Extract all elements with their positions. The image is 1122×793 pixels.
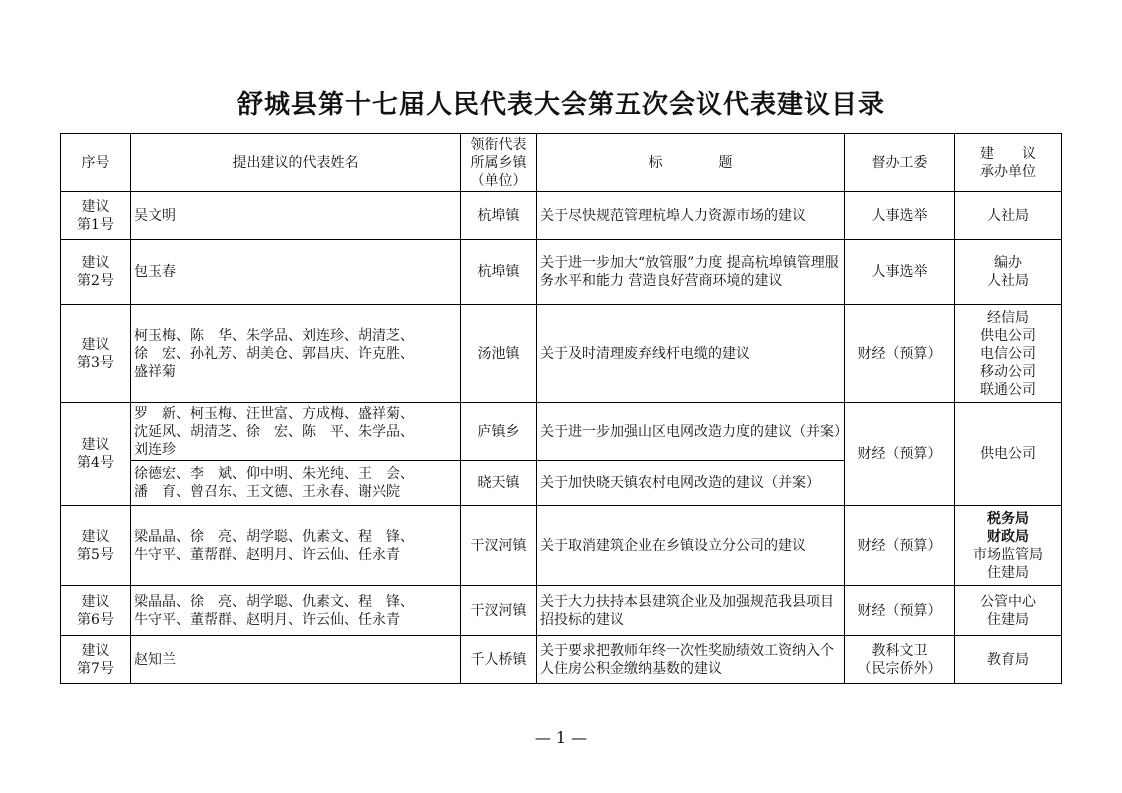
handler-unit: 税务局 — [987, 510, 1029, 527]
names-line: 徐 宏、孙礼芳、胡美仓、郭昌庆、许克胜、 — [134, 345, 414, 362]
row-subject: 关于取消建筑企业在乡镇设立分公司的建议 — [537, 506, 845, 586]
handler-unit: 经信局 — [987, 309, 1029, 326]
proposal-table — [60, 133, 1062, 684]
handler-unit: 供电公司 — [980, 327, 1036, 344]
seq-label: 建议 — [81, 336, 110, 353]
committee-line: （民宗侨外） — [857, 660, 942, 677]
row-names: 吴文明 — [131, 192, 461, 240]
seq-label: 建议 — [81, 593, 110, 610]
row-subject: 关于尽快规范管理杭埠人力资源市场的建议 — [537, 192, 845, 240]
row-subject: 关于要求把教师年终一次性奖励绩效工资纳入个人住房公积金缴纳基数的建议 — [537, 636, 845, 684]
table-row — [61, 305, 1062, 403]
row-committee: 人事选举 — [845, 192, 955, 240]
row-seq — [61, 586, 131, 636]
row-town: 杭埠镇 — [461, 240, 537, 305]
row-names — [131, 403, 461, 461]
handler-unit: 公管中心 — [980, 593, 1036, 610]
handler-unit: 人社局 — [987, 207, 1029, 224]
row-committee: 财经（预算） — [845, 586, 955, 636]
row-seq — [61, 240, 131, 305]
names-line: 徐德宏、李 斌、仰中明、朱光纯、王 会、 — [134, 466, 414, 482]
handler-unit: 人社局 — [987, 273, 1029, 289]
names-line: 沈延风、胡清芝、徐 宏、陈 平、朱学品、 — [134, 423, 414, 440]
row-names — [131, 305, 461, 403]
row-seq — [61, 305, 131, 403]
row-committee: 财经（预算） — [845, 403, 955, 506]
seq-number: 第1号 — [77, 216, 114, 233]
names-line: 牛守平、董帮群、赵明月、许云仙、任永青 — [134, 611, 400, 628]
header-names: 提出建议的代表姓名 — [131, 134, 461, 192]
handler-unit: 移动公司 — [980, 363, 1036, 380]
handler-unit: 编办 — [994, 255, 1022, 271]
seq-number: 第5号 — [77, 546, 114, 563]
row-handlers — [955, 636, 1062, 684]
names-line: 盛祥菊 — [134, 363, 176, 380]
row-committee: 财经（预算） — [845, 305, 955, 403]
row-subject: 关于大力扶持本县建筑企业及加强规范我县项目招投标的建议 — [537, 586, 845, 636]
names-line: 刘连珍 — [134, 441, 176, 458]
row-committee: 财经（预算） — [845, 506, 955, 586]
row-handlers — [955, 506, 1062, 586]
seq-number: 第3号 — [77, 354, 114, 371]
row-handlers — [955, 403, 1062, 506]
row-town: 汤池镇 — [461, 305, 537, 403]
row-names — [131, 586, 461, 636]
handler-unit: 联通公司 — [980, 381, 1036, 398]
header-town-line2: 所属乡镇 — [470, 154, 527, 171]
header-handler-line1: 建 议 — [980, 145, 1036, 162]
handler-unit: 财政局 — [987, 528, 1029, 545]
row-town: 干汊河镇 — [461, 586, 537, 636]
names-line: 梁晶晶、徐 亮、胡学聪、仇素文、程 锋、 — [134, 528, 414, 545]
row-committee: 人事选举 — [845, 240, 955, 305]
committee-line: 教科文卫 — [871, 642, 928, 659]
header-handler-line2: 承办单位 — [980, 163, 1036, 180]
document-title: 舒城县第十七届人民代表大会第五次会议代表建议目录 — [236, 90, 885, 120]
row-seq — [61, 506, 131, 586]
row-town: 晓天镇 — [461, 461, 537, 506]
names-line: 潘 育、曾召东、王文德、王永春、谢兴院 — [134, 484, 400, 500]
table-row — [61, 506, 1062, 586]
table-row — [61, 240, 1062, 305]
row-seq — [61, 192, 131, 240]
seq-number: 第6号 — [77, 611, 114, 628]
seq-number: 第4号 — [77, 455, 114, 471]
row-names: 包玉春 — [131, 240, 461, 305]
row-handlers — [955, 586, 1062, 636]
handler-unit: 市场监管局 — [973, 546, 1043, 563]
row-subject: 关于加快晓天镇农村电网改造的建议（并案） — [537, 461, 845, 506]
row-seq — [61, 403, 131, 506]
handler-unit: 教育局 — [987, 651, 1029, 668]
row-town: 庐镇乡 — [461, 403, 537, 461]
handler-unit: 电信公司 — [980, 345, 1036, 362]
table-row — [61, 636, 1062, 684]
seq-label: 建议 — [81, 255, 110, 271]
row-town: 千人桥镇 — [461, 636, 537, 684]
row-subject: 关于进一步加大“放管服”力度 提高杭埠镇管理服务水平和能力 营造良好营商环境的建议 — [537, 240, 845, 305]
header-town — [461, 134, 537, 192]
row-town: 杭埠镇 — [461, 192, 537, 240]
page-number: — 1 — — [534, 728, 588, 747]
names-line: 牛守平、董帮群、赵明月、许云仙、任永青 — [134, 546, 400, 563]
row-handlers — [955, 192, 1062, 240]
seq-label: 建议 — [81, 198, 110, 215]
row-names — [131, 506, 461, 586]
row-committee — [845, 636, 955, 684]
table-header-row — [61, 134, 1062, 192]
table-row — [61, 403, 1062, 461]
seq-label: 建议 — [81, 642, 110, 659]
seq-number: 第7号 — [77, 660, 114, 677]
header-town-line3: （单位） — [470, 172, 527, 189]
header-committee: 督办工委 — [845, 134, 955, 192]
header-handler — [955, 134, 1062, 192]
row-seq — [61, 636, 131, 684]
row-handlers — [955, 240, 1062, 305]
row-names — [131, 461, 461, 506]
handler-unit: 供电公司 — [980, 446, 1036, 462]
row-names: 赵知兰 — [131, 636, 461, 684]
table-row — [61, 586, 1062, 636]
row-subject: 关于进一步加强山区电网改造力度的建议（并案） — [537, 403, 845, 461]
seq-label: 建议 — [81, 528, 110, 545]
names-line: 柯玉梅、陈 华、朱学品、刘连珍、胡清芝、 — [134, 327, 414, 344]
names-line: 罗 新、柯玉梅、汪世富、方成梅、盛祥菊、 — [134, 405, 414, 422]
handler-unit: 住建局 — [987, 564, 1029, 581]
seq-number: 第2号 — [77, 273, 114, 289]
row-town: 干汊河镇 — [461, 506, 537, 586]
header-seq: 序号 — [61, 134, 131, 192]
header-subject: 标 题 — [537, 134, 845, 192]
table-row — [61, 192, 1062, 240]
seq-label: 建议 — [81, 437, 110, 453]
names-line: 梁晶晶、徐 亮、胡学聪、仇素文、程 锋、 — [134, 593, 414, 610]
handler-unit: 住建局 — [987, 611, 1029, 628]
row-handlers — [955, 305, 1062, 403]
header-town-line1: 领衔代表 — [470, 136, 527, 153]
row-subject: 关于及时清理废弃线杆电缆的建议 — [537, 305, 845, 403]
